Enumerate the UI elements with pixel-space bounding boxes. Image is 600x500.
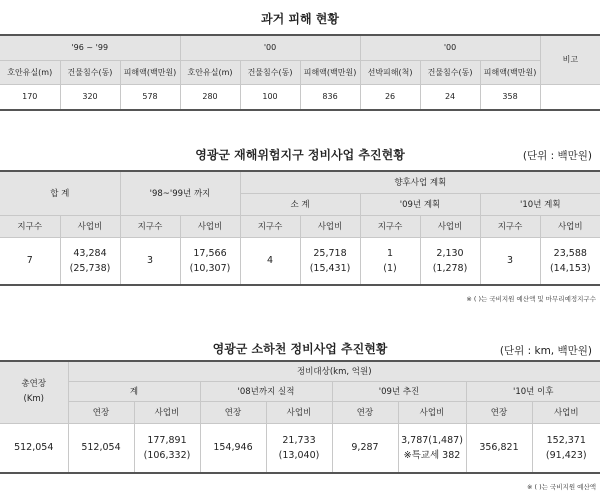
column-header: 사업비 [266, 401, 332, 423]
cell-value: 152,371 [546, 434, 586, 446]
period-9899-header: '98~'99년 까지 [120, 171, 240, 215]
target-header: 정비대상(km, 억원) [68, 361, 600, 381]
table2-unit: (단위 : 백만원) [522, 150, 592, 162]
column-header: 연장 [68, 401, 134, 423]
cell-subvalue: (25,738) [69, 262, 111, 274]
cell-value: 3,787(1,487) [401, 434, 463, 446]
data-cell: 24 [420, 84, 480, 110]
data-cell [180, 237, 240, 285]
cell-subvalue: (1) [383, 262, 397, 274]
column-header: 지구수 [480, 215, 540, 237]
cell-value: 512,054 [81, 442, 121, 454]
table1-title: 과거 피해 현황 [261, 12, 339, 26]
column-header: 사업비 [134, 401, 200, 423]
remarks-header: 비고 [540, 35, 600, 84]
subtotal-header: 소 계 [240, 193, 360, 215]
column-header: 사업비 [60, 215, 120, 237]
risk-district-table [0, 170, 600, 286]
cell-value: 23,588 [553, 247, 587, 259]
cell-value: 2,130 [436, 247, 464, 259]
table3-unit: (단위 : km, 백만원) [499, 345, 592, 357]
past-damage-table [0, 34, 600, 111]
after-10-header: '10년 이후 [466, 381, 600, 401]
column-header: 사업비 [532, 401, 600, 423]
data-cell: 170 [0, 84, 60, 110]
cell-subvalue: ※특교세 382 [403, 449, 461, 461]
data-cell: 280 [180, 84, 240, 110]
cell-subvalue: (13,040) [278, 449, 320, 461]
column-header: 사업비 [180, 215, 240, 237]
data-cell [532, 423, 600, 473]
plan-09-header: '09년 계획 [360, 193, 480, 215]
column-header: 사업비 [420, 215, 480, 237]
data-cell [480, 237, 540, 285]
actual-08-header: '08년까지 실적 [200, 381, 332, 401]
period-header: '96 ~ '99 [0, 35, 180, 60]
period-header: '00 [360, 35, 540, 60]
column-header: 피해액(백만원) [480, 60, 540, 84]
total-length-header [0, 361, 68, 423]
total-length-cell: 512,054 [0, 423, 68, 473]
column-header: 지구수 [360, 215, 420, 237]
data-cell [398, 423, 466, 473]
column-header: 선박피해(척) [360, 60, 420, 84]
column-header: 건물침수(동) [420, 60, 480, 84]
cell-value: 3 [146, 255, 154, 267]
column-header: 건물침수(동) [60, 60, 120, 84]
table2-title: 영광군 재해위험지구 정비사업 추진현황 [195, 148, 405, 162]
cell-subvalue: (91,423) [545, 449, 587, 461]
cell-subvalue: (106,332) [143, 449, 191, 461]
cell-value: 177,891 [147, 434, 187, 446]
cell-subvalue: (10,307) [189, 262, 231, 274]
column-header: 피해액(백만원) [300, 60, 360, 84]
column-header: 사업비 [300, 215, 360, 237]
data-cell: 320 [60, 84, 120, 110]
data-cell: 578 [120, 84, 180, 110]
cell-value: 17,566 [193, 247, 227, 259]
cell-value: 1 [386, 247, 394, 259]
data-cell [200, 423, 266, 473]
data-cell [420, 237, 480, 285]
data-cell [332, 423, 398, 473]
table3-title: 영광군 소하천 정비사업 추진현황 [212, 342, 388, 356]
column-header: 건물침수(동) [240, 60, 300, 84]
progress-09-header: '09년 추진 [332, 381, 466, 401]
data-cell [120, 237, 180, 285]
data-cell [300, 237, 360, 285]
cell-value: 43,284 [73, 247, 107, 259]
data-cell [466, 423, 532, 473]
data-cell: 836 [300, 84, 360, 110]
future-plan-header: 향후사업 계획 [240, 171, 600, 193]
total-header: 합 계 [0, 171, 120, 215]
data-cell: 26 [360, 84, 420, 110]
cell-value: 21,733 [282, 434, 316, 446]
column-header: 연장 [466, 401, 532, 423]
cell-value: 3 [506, 255, 514, 267]
data-cell: 100 [240, 84, 300, 110]
data-cell [60, 237, 120, 285]
column-header: 호안유실(m) [180, 60, 240, 84]
data-cell [266, 423, 332, 473]
data-cell: 358 [480, 84, 540, 110]
period-header: '00 [180, 35, 360, 60]
plan-10-header: '10년 계획 [480, 193, 600, 215]
data-cell [240, 237, 300, 285]
cell-value: 9,287 [351, 442, 379, 454]
cell-subvalue: (15,431) [309, 262, 351, 274]
data-cell [0, 237, 60, 285]
data-cell [134, 423, 200, 473]
stream-improvement-table [0, 360, 600, 474]
cell-value: 7 [26, 255, 33, 267]
column-header: 지구수 [0, 215, 60, 237]
total-length-unit: (Km) [23, 394, 44, 405]
column-header: 지구수 [120, 215, 180, 237]
data-cell [540, 237, 600, 285]
column-header: 지구수 [240, 215, 300, 237]
column-header: 호안유실(m) [0, 60, 60, 84]
cell-value: 25,718 [313, 247, 347, 259]
column-header: 연장 [200, 401, 266, 423]
data-cell [360, 237, 420, 285]
data-cell [68, 423, 134, 473]
column-header: 피해액(백만원) [120, 60, 180, 84]
cell-subvalue: (14,153) [549, 262, 591, 274]
total-length-label: 총연장 [21, 379, 47, 390]
cell-value: 154,946 [213, 442, 253, 454]
table2-footnote: ※ ( )는 국비지원 예산액 및 마무리예정지구수 [466, 295, 596, 303]
data-cell [540, 84, 600, 110]
cell-subvalue: (1,278) [432, 262, 468, 274]
column-header: 연장 [332, 401, 398, 423]
sum-header: 계 [68, 381, 200, 401]
column-header: 사업비 [540, 215, 600, 237]
cell-value: 4 [266, 255, 274, 267]
table3-footnote: ※ ( )는 국비지원 예산액 [526, 483, 596, 491]
column-header: 사업비 [398, 401, 466, 423]
cell-value: 356,821 [479, 442, 519, 454]
